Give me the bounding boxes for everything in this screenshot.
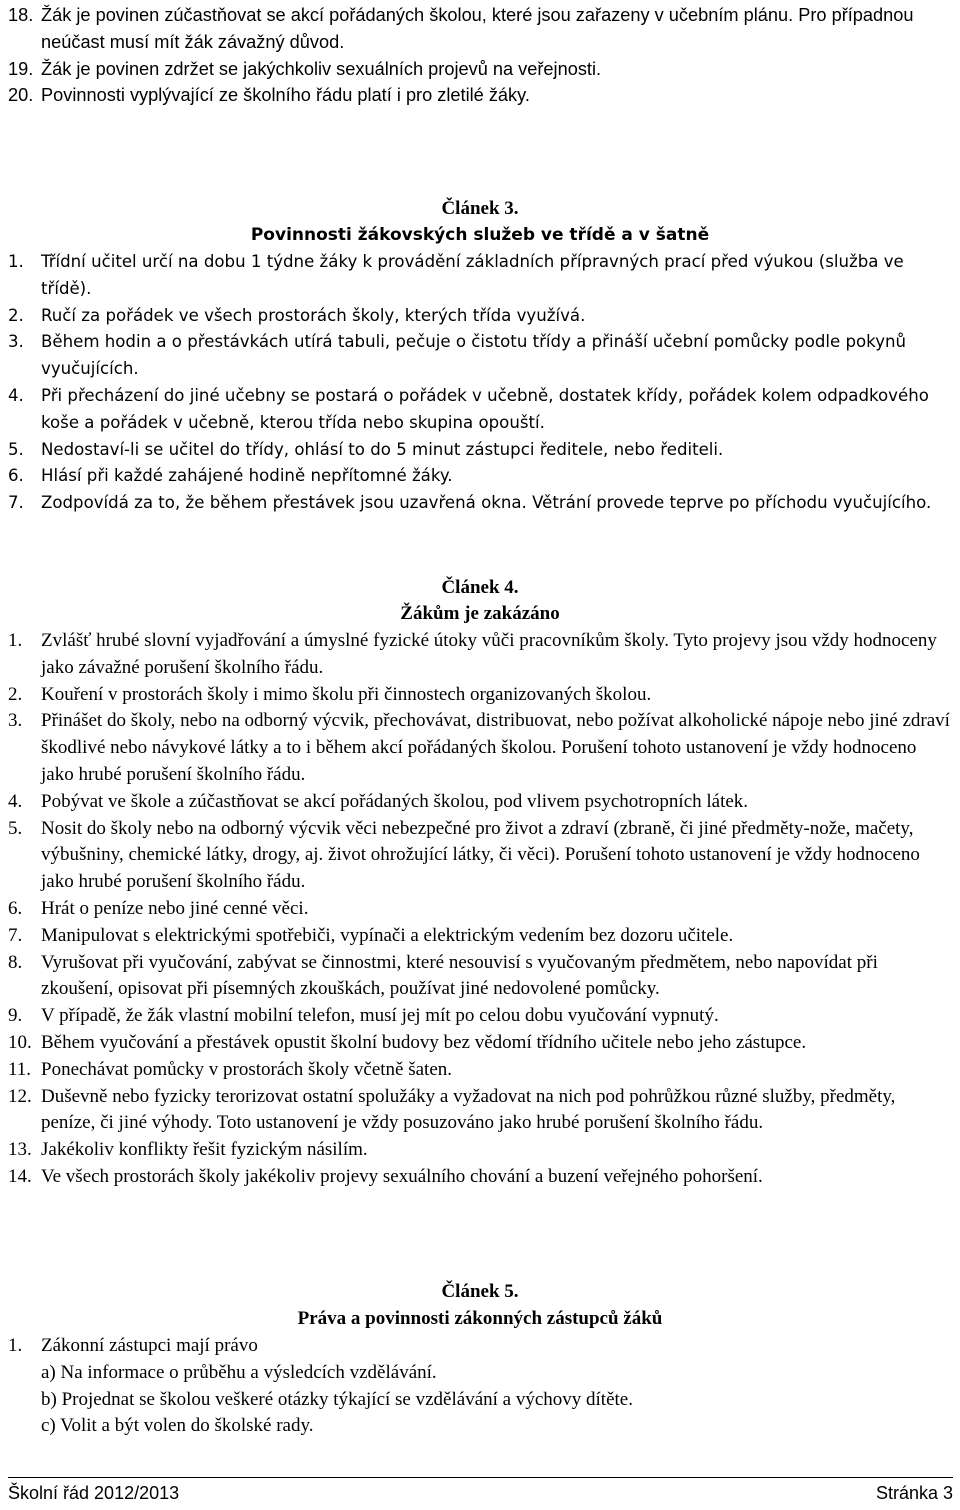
item-number: 7. <box>8 924 23 946</box>
article-3-number: Článek 3. <box>441 198 519 219</box>
list-item <box>8 950 953 1004</box>
list-item <box>8 82 953 109</box>
article-4-number: Článek 4. <box>441 577 519 598</box>
list-item <box>8 437 953 464</box>
item-text: Nedostaví-li se učitel do třídy, ohlásí to do 5 minut zástupci ředitele, nebo řediteli. <box>41 439 724 459</box>
list-item <box>8 816 953 896</box>
item-text: Kouření v prostorách školy i mimo školu při činnostech organizovaných školou. <box>41 683 652 705</box>
item-number: 12. <box>8 1085 32 1107</box>
article-5-title: Práva a povinnosti zákonných zástupců žáků <box>297 1308 663 1329</box>
list-item <box>8 56 953 83</box>
list-item <box>8 1003 953 1030</box>
item-number: 1. <box>8 1335 23 1356</box>
item-number: 5. <box>8 439 24 459</box>
list-item <box>8 1164 953 1191</box>
item-text: Přinášet do školy, nebo na odborný výcvik, přechovávat, distribuovat, nebo požívat alkoholické nápoje nebo jiné zdraví škodlivé nebo návykové látky a to i během akcí pořádaných školou. Porušení tohoto ustanovení je vždy hodnoceno jako hrubé porušení školního řádu. <box>41 710 950 785</box>
list-item <box>8 923 953 950</box>
item-number: 6. <box>8 897 23 919</box>
item-number: 3. <box>8 710 23 732</box>
item-text: Hlásí při každé zahájené hodině nepřítomné žáky. <box>41 466 453 486</box>
item-text: Žák je povinen zúčastňovat se akcí pořádaných školou, které jsou zařazeny v učebním plánu. Pro případnou neúčast musí mít žák závažný důvod. <box>41 5 914 52</box>
list-item <box>8 628 953 682</box>
list-item <box>8 463 953 490</box>
item-number: 4. <box>8 385 24 405</box>
item-text: Vyrušovat při vyučování, zabývat se činnostmi, které nesouvisí s vyučovaným předmětem, nebo napovídat při zkoušení, opisovat při písemných zkouškách, používat jiné nedovolené pomůcky. <box>41 951 878 1000</box>
footer-document-title: Školní řád 2012/2013 <box>8 1483 180 1503</box>
article-5-number: Článek 5. <box>441 1281 519 1302</box>
item-text: Zodpovídá za to, že během přestávek jsou uzavřená okna. Větrání provede teprve po příchodu vyučujícího. <box>41 493 932 513</box>
sub-item: c) Volit a být volen do školské rady. <box>41 1415 314 1437</box>
item-number: 1. <box>8 252 24 271</box>
item-text: Povinnosti vyplývající ze školního řádu platí i pro zletilé žáky. <box>41 85 530 106</box>
item-text: Ve všech prostorách školy jakékoliv projevy sexuálního chování a buzení veřejného pohoršení. <box>41 1165 763 1187</box>
list-item <box>8 303 953 330</box>
footer-page-number: Stránka 3 <box>875 1483 953 1503</box>
list-item <box>8 708 953 788</box>
item-number: 5. <box>8 817 23 839</box>
item-number: 4. <box>8 790 23 812</box>
intro-list <box>8 2 953 109</box>
list-item <box>8 896 953 923</box>
list-item <box>8 490 953 517</box>
item-number: 7. <box>8 493 24 513</box>
list-item <box>8 789 953 816</box>
item-text: Během vyučování a přestávek opustit školní budovy bez vědomí třídního učitele nebo jeho zástupce. <box>41 1031 807 1053</box>
item-text: Manipulovat s elektrickými spotřebiči, vypínači a elektrickým vedením bez dozoru učitele. <box>41 924 734 946</box>
item-text: Hrát o peníze nebo jiné cenné věci. <box>41 897 309 919</box>
list-item <box>8 1057 953 1084</box>
item-number: 18. <box>8 5 34 25</box>
item-number: 9. <box>8 1005 23 1027</box>
list-item <box>8 249 953 303</box>
article-4-list <box>8 628 953 1191</box>
item-text: Během hodin a o přestávkách utírá tabuli, pečuje o čistotu třídy a přináší učební pomůcky podle pokynů vyučujících. <box>41 332 907 379</box>
list-item <box>8 1137 953 1164</box>
list-item <box>8 329 953 383</box>
item-number: 11. <box>8 1058 32 1080</box>
item-text: Jakékoliv konflikty řešit fyzickým násilím. <box>41 1139 368 1161</box>
item-text: Zákonní zástupci mají právo <box>41 1335 258 1356</box>
item-text: Ručí za pořádek ve všech prostorách školy, kterých třída využívá. <box>41 305 586 325</box>
item-text: Duševně nebo fyzicky terorizovat ostatní spolužáky a vyžadovat na nich pod pohrůžkou různé služby, předměty, peníze, či jiné výhody. Toto ustanovení je vždy posuzováno jako hrubé porušení školního řádu. <box>41 1085 896 1134</box>
list-item <box>8 1333 953 1360</box>
item-number: 13. <box>8 1139 32 1161</box>
list-item <box>8 1030 953 1057</box>
item-number: 2. <box>8 305 24 325</box>
item-text: Pobývat ve škole a zúčastňovat se akcí pořádaných školou, pod vlivem psychotropních látek. <box>41 790 749 812</box>
item-text: V případě, že žák vlastní mobilní telefon, musí jej mít po celou dobu vyučování vypnutý. <box>41 1005 719 1027</box>
item-text: Zvlášť hrubé slovní vyjadřování a úmyslné fyzické útoky vůči pracovníkům školy. Tyto projevy jsou vždy hodnoceny jako závažné porušení školního řádu. <box>41 630 937 678</box>
item-text: Ponechávat pomůcky v prostorách školy včetně šaten. <box>41 1058 453 1080</box>
item-text: Třídní učitel určí na dobu 1 týdne žáky k provádění základních přípravných prací před výukou (služba ve třídě). <box>41 252 904 298</box>
item-number: 6. <box>8 466 24 486</box>
item-number: 8. <box>8 951 23 973</box>
item-text: Žák je povinen zdržet se jakýchkoliv sexuálních projevů na veřejnosti. <box>41 58 602 79</box>
list-item <box>8 2 953 56</box>
item-number: 2. <box>8 683 23 705</box>
item-text: Nosit do školy nebo na odborný výcvik věci nebezpečné pro život a zdraví (zbraně, či jiné předměty-nože, mačety, výbušniny, chemické látky, drogy, aj. život ohrožující látky, či věci). Porušení tohoto ustanovení je vždy hodnoceno jako hrubé porušení školního řádu. <box>41 817 920 893</box>
item-number: 14. <box>8 1165 32 1187</box>
item-number: 10. <box>8 1031 32 1053</box>
sub-item: b) Projednat se školou veškeré otázky týkající se vzdělávání a výchovy dítěte. <box>41 1388 633 1410</box>
item-text: Při přecházení do jiné učebny se postará o pořádek v učebně, dostatek křídy, pořádek kolem odpadkového koše a pořádek v učebně, kterou třída nebo skupina opouští. <box>41 385 929 432</box>
sub-item: a) Na informace o průběhu a výsledcích vzdělávání. <box>41 1361 437 1383</box>
item-number: 20. <box>8 85 34 106</box>
article-3-list <box>8 249 953 517</box>
item-number: 1. <box>8 630 23 651</box>
article-3-title: Povinnosti žákovských služeb ve třídě a v šatně <box>250 225 710 245</box>
list-item <box>8 1084 953 1138</box>
article-5-list <box>8 1333 953 1440</box>
footer-divider <box>8 1477 953 1478</box>
item-number: 19. <box>8 58 34 79</box>
article-4-title: Žákům je zakázáno <box>400 603 560 624</box>
list-item <box>8 383 953 437</box>
item-number: 3. <box>8 332 24 352</box>
list-item <box>8 682 953 709</box>
